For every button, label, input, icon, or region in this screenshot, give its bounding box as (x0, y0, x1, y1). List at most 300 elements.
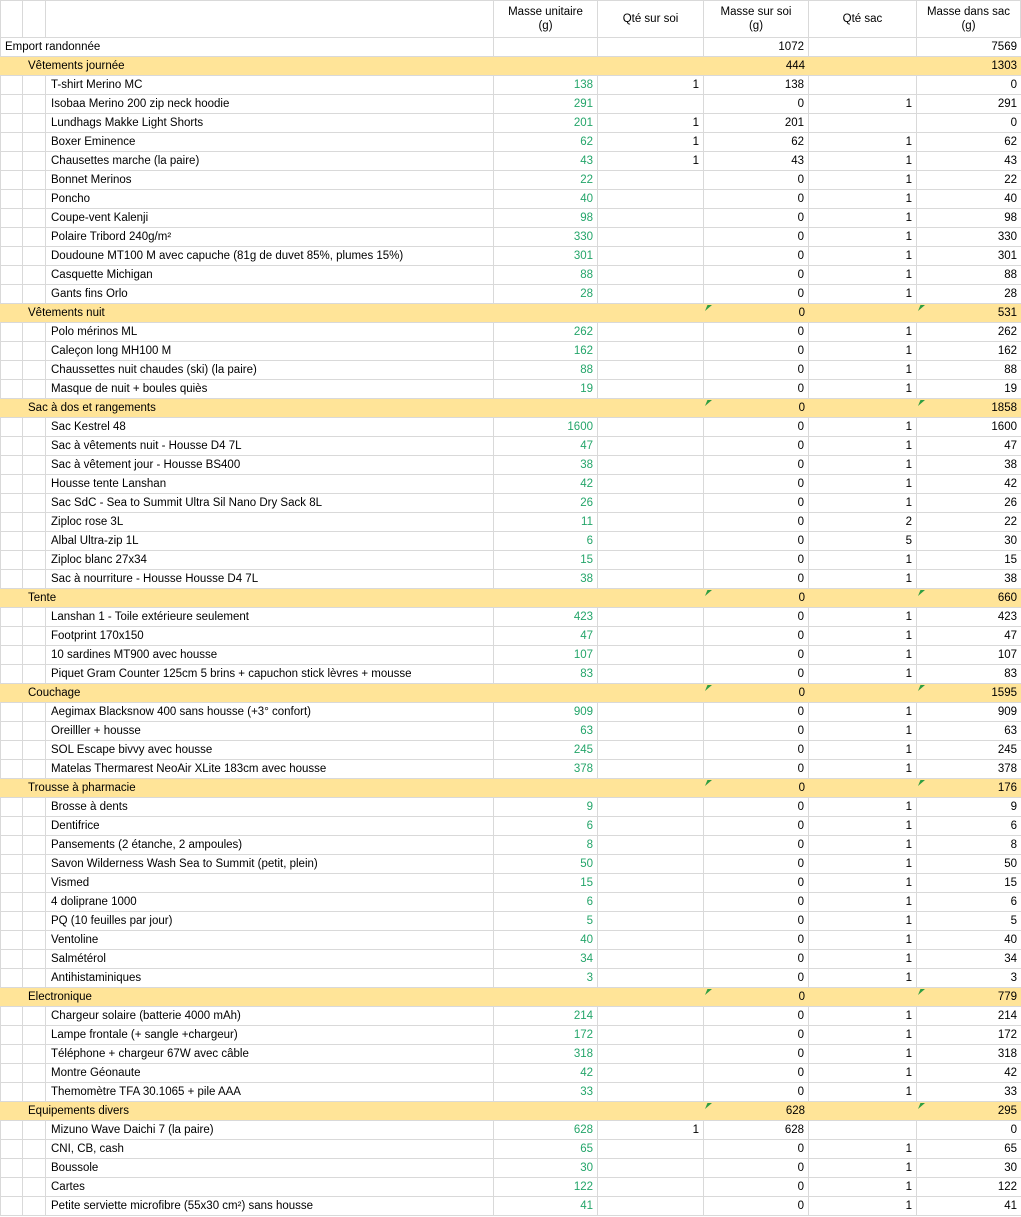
item-name-cell[interactable]: Bonnet Merinos (46, 171, 494, 189)
qte-sac-cell[interactable]: 1 (809, 969, 917, 987)
masse-dans-sac-cell[interactable]: 15 (1004, 877, 1017, 889)
qte-sur-soi-cell[interactable] (598, 171, 704, 189)
qte-sac-cell[interactable]: 1 (809, 152, 917, 170)
masse-sur-soi-cell[interactable]: 0 (704, 494, 809, 512)
item-name-cell[interactable]: Antihistaminiques (46, 969, 494, 987)
cell-indent-a[interactable] (0, 494, 23, 512)
qte-sur-soi-cell[interactable] (598, 1007, 704, 1025)
column-header-name[interactable] (46, 1, 494, 37)
masse-dans-sac-cell[interactable]: 41 (1004, 1200, 1017, 1212)
cell-indent-a[interactable] (0, 817, 23, 835)
masse-unitaire-cell[interactable]: 88 (494, 266, 598, 284)
cell-indent-a[interactable] (0, 152, 23, 170)
qte-sur-soi-cell[interactable] (598, 494, 704, 512)
masse-unitaire-cell[interactable] (494, 1102, 598, 1120)
masse-dans-sac-cell[interactable]: 1858 (917, 399, 1021, 417)
qte-sur-soi-cell[interactable] (598, 437, 704, 455)
item-name-cell[interactable]: Housse tente Lanshan (46, 475, 494, 493)
cell-indent-b[interactable] (23, 722, 46, 740)
cell-indent-b[interactable] (23, 380, 46, 398)
cell-indent-b[interactable] (23, 817, 46, 835)
category-name-cell[interactable]: Tente (28, 592, 57, 604)
item-name-cell[interactable]: Petite serviette microfibre (55x30 cm²) sans housse (46, 1197, 494, 1215)
qte-sur-soi-cell[interactable] (598, 570, 704, 588)
category-name-cell[interactable]: Vêtements journée (28, 60, 125, 72)
cell-indent-a[interactable] (0, 1121, 23, 1139)
cell-indent-a[interactable] (0, 608, 23, 626)
qte-sac-cell[interactable]: 1 (809, 247, 917, 265)
masse-sur-soi-cell[interactable]: 0 (704, 817, 809, 835)
item-name-cell[interactable]: Lundhags Makke Light Shorts (46, 114, 494, 132)
qte-sur-soi-cell[interactable] (598, 532, 704, 550)
item-name-cell[interactable]: Téléphone + chargeur 67W avec câble (46, 1045, 494, 1063)
masse-dans-sac-cell[interactable]: 40 (1004, 193, 1017, 205)
cell-indent-a[interactable] (0, 342, 23, 360)
masse-sur-soi-cell[interactable]: 0 (704, 551, 809, 569)
qte-sur-soi-cell[interactable] (598, 323, 704, 341)
masse-dans-sac-cell[interactable]: 98 (1004, 212, 1017, 224)
masse-unitaire-cell[interactable]: 122 (494, 1178, 598, 1196)
qte-sur-soi-cell[interactable] (598, 646, 704, 664)
qte-sac-cell[interactable]: 1 (809, 627, 917, 645)
qte-sac-cell[interactable]: 1 (809, 228, 917, 246)
item-name-cell[interactable]: Pansements (2 étanche, 2 ampoules) (46, 836, 494, 854)
qte-sac-cell[interactable]: 1 (809, 475, 917, 493)
qte-sac-cell[interactable]: 1 (809, 1140, 917, 1158)
qte-sur-soi-cell[interactable]: 1 (598, 133, 704, 151)
masse-dans-sac-cell[interactable]: 33 (1004, 1086, 1017, 1098)
masse-sur-soi-cell[interactable]: 0 (704, 190, 809, 208)
qte-sac-cell[interactable]: 1 (809, 285, 917, 303)
qte-sur-soi-cell[interactable] (598, 950, 704, 968)
masse-dans-sac-cell[interactable]: 1600 (991, 421, 1017, 433)
masse-unitaire-cell[interactable]: 301 (494, 247, 598, 265)
masse-unitaire-cell[interactable]: 41 (494, 1197, 598, 1215)
masse-dans-sac-cell[interactable]: 214 (997, 1010, 1017, 1022)
qte-sac-cell[interactable]: 1 (809, 323, 917, 341)
masse-sur-soi-cell[interactable]: 0 (704, 570, 809, 588)
masse-unitaire-cell[interactable]: 50 (494, 855, 598, 873)
cell-indent-b[interactable] (23, 114, 46, 132)
cell-indent-b[interactable] (23, 1064, 46, 1082)
item-name-cell[interactable]: Polaire Tribord 240g/m² (46, 228, 494, 246)
cell-indent-b[interactable] (23, 969, 46, 987)
masse-sur-soi-cell[interactable]: 0 (704, 513, 809, 531)
masse-dans-sac-cell[interactable]: 1595 (917, 684, 1021, 702)
qte-sac-cell[interactable]: 1 (809, 456, 917, 474)
category-name-cell[interactable]: Couchage (28, 687, 81, 699)
cell-indent-b[interactable] (23, 95, 46, 113)
item-name-cell[interactable]: SOL Escape bivvy avec housse (46, 741, 494, 759)
cell-indent-b[interactable] (23, 931, 46, 949)
qte-sac-cell[interactable]: 1 (809, 1159, 917, 1177)
cell-indent-b[interactable] (23, 285, 46, 303)
qte-sac-cell[interactable]: 1 (809, 665, 917, 683)
masse-sur-soi-cell[interactable]: 0 (704, 380, 809, 398)
qte-sur-soi-cell[interactable] (598, 304, 704, 322)
masse-sur-soi-cell[interactable]: 0 (704, 1197, 809, 1215)
masse-sur-soi-cell[interactable]: 0 (704, 1045, 809, 1063)
qte-sac-cell[interactable] (809, 304, 917, 322)
qte-sur-soi-cell[interactable] (598, 513, 704, 531)
cell-indent-a[interactable] (0, 209, 23, 227)
masse-unitaire-cell[interactable]: 245 (494, 741, 598, 759)
masse-unitaire-cell[interactable]: 88 (494, 361, 598, 379)
cell-indent-b[interactable] (23, 418, 46, 436)
qte-sur-soi-cell[interactable] (598, 589, 704, 607)
masse-dans-sac-cell[interactable]: 8 (1010, 839, 1017, 851)
masse-unitaire-cell[interactable]: 22 (494, 171, 598, 189)
qte-sac-cell[interactable]: 1 (809, 608, 917, 626)
masse-sur-soi-cell[interactable]: 0 (704, 228, 809, 246)
masse-dans-sac-cell[interactable]: 30 (1004, 1162, 1017, 1174)
masse-sur-soi-cell[interactable]: 0 (704, 304, 809, 322)
qte-sur-soi-cell[interactable] (598, 741, 704, 759)
masse-unitaire-cell[interactable]: 38 (494, 570, 598, 588)
qte-sur-soi-cell[interactable] (598, 1083, 704, 1101)
item-name-cell[interactable]: 4 doliprane 1000 (46, 893, 494, 911)
cell-indent-b[interactable] (23, 342, 46, 360)
qte-sur-soi-cell[interactable] (598, 1045, 704, 1063)
masse-sur-soi-cell[interactable]: 0 (704, 1159, 809, 1177)
item-name-cell[interactable]: Brosse à dents (46, 798, 494, 816)
masse-unitaire-cell[interactable]: 40 (494, 190, 598, 208)
item-name-cell[interactable]: Isobaa Merino 200 zip neck hoodie (46, 95, 494, 113)
masse-sur-soi-cell[interactable]: 0 (704, 1064, 809, 1082)
cell-indent-b[interactable] (23, 741, 46, 759)
masse-dans-sac-cell[interactable]: 378 (997, 763, 1017, 775)
cell-indent-a[interactable] (0, 741, 23, 759)
masse-sur-soi-cell[interactable]: 0 (704, 589, 809, 607)
column-header-masse-unitaire[interactable] (494, 1, 598, 37)
cell-indent-b[interactable] (23, 171, 46, 189)
qte-sur-soi-cell[interactable] (598, 95, 704, 113)
qte-sur-soi-cell[interactable] (598, 1159, 704, 1177)
masse-sur-soi-cell[interactable]: 0 (704, 931, 809, 949)
cell-indent-a[interactable] (0, 893, 23, 911)
item-name-cell[interactable]: Sac à nourriture - Housse Housse D4 7L (46, 570, 494, 588)
item-name-cell[interactable]: Sac à vêtement jour - Housse BS400 (46, 456, 494, 474)
item-name-cell[interactable]: Matelas Thermarest NeoAir XLite 183cm avec housse (46, 760, 494, 778)
qte-sac-cell[interactable] (809, 38, 917, 56)
masse-unitaire-cell[interactable]: 291 (494, 95, 598, 113)
cell-indent-a[interactable] (0, 437, 23, 455)
cell-indent-a[interactable] (0, 855, 23, 873)
masse-unitaire-cell[interactable]: 214 (494, 1007, 598, 1025)
masse-unitaire-cell[interactable] (494, 684, 598, 702)
masse-unitaire-cell[interactable]: 47 (494, 627, 598, 645)
cell-indent-b[interactable] (23, 1045, 46, 1063)
cell-indent-b[interactable] (23, 1197, 46, 1215)
qte-sac-cell[interactable]: 1 (809, 1083, 917, 1101)
item-name-cell[interactable]: Chausettes marche (la paire) (46, 152, 494, 170)
masse-sur-soi-cell[interactable]: 0 (704, 912, 809, 930)
masse-dans-sac-cell[interactable]: 301 (997, 250, 1017, 262)
masse-sur-soi-cell[interactable]: 0 (704, 950, 809, 968)
masse-sur-soi-cell[interactable]: 0 (704, 760, 809, 778)
masse-unitaire-cell[interactable]: 83 (494, 665, 598, 683)
masse-sur-soi-cell[interactable]: 201 (704, 114, 809, 132)
masse-sur-soi-cell[interactable]: 0 (704, 418, 809, 436)
item-name-cell[interactable]: Lanshan 1 - Toile extérieure seulement (46, 608, 494, 626)
qte-sur-soi-cell[interactable] (598, 627, 704, 645)
masse-sur-soi-cell[interactable]: 628 (704, 1121, 809, 1139)
cell-indent-a[interactable] (0, 1045, 23, 1063)
masse-unitaire-cell[interactable]: 8 (494, 836, 598, 854)
qte-sur-soi-cell[interactable]: 1 (598, 152, 704, 170)
masse-sur-soi-cell[interactable]: 0 (704, 209, 809, 227)
qte-sur-soi-cell[interactable] (598, 266, 704, 284)
masse-dans-sac-cell[interactable]: 3 (1010, 972, 1017, 984)
masse-dans-sac-cell[interactable]: 22 (1004, 516, 1017, 528)
item-name-cell[interactable]: Cartes (46, 1178, 494, 1196)
qte-sur-soi-cell[interactable] (598, 703, 704, 721)
masse-dans-sac-cell[interactable]: 122 (997, 1181, 1017, 1193)
cell-indent-a[interactable] (0, 1159, 23, 1177)
item-name-cell[interactable]: Boxer Eminence (46, 133, 494, 151)
masse-dans-sac-cell[interactable]: 262 (997, 326, 1017, 338)
masse-dans-sac-cell[interactable]: 42 (1004, 478, 1017, 490)
qte-sac-cell[interactable]: 1 (809, 893, 917, 911)
masse-dans-sac-cell[interactable]: 19 (1004, 383, 1017, 395)
masse-unitaire-cell[interactable]: 262 (494, 323, 598, 341)
cell-indent-a[interactable] (0, 361, 23, 379)
cell-indent-a[interactable] (0, 627, 23, 645)
qte-sur-soi-cell[interactable] (598, 1178, 704, 1196)
masse-dans-sac-cell[interactable]: 47 (1004, 440, 1017, 452)
qte-sur-soi-cell[interactable] (598, 798, 704, 816)
masse-dans-sac-cell[interactable]: 9 (1010, 801, 1017, 813)
qte-sac-cell[interactable]: 1 (809, 741, 917, 759)
qte-sur-soi-cell[interactable] (598, 893, 704, 911)
cell-indent-b[interactable] (23, 950, 46, 968)
qte-sac-cell[interactable] (809, 57, 917, 75)
masse-sur-soi-cell[interactable]: 138 (704, 76, 809, 94)
item-name-cell[interactable]: Sac Kestrel 48 (46, 418, 494, 436)
qte-sur-soi-cell[interactable] (598, 608, 704, 626)
masse-sur-soi-cell[interactable]: 0 (704, 1140, 809, 1158)
cell-indent-a[interactable] (0, 551, 23, 569)
masse-sur-soi-cell[interactable]: 0 (704, 988, 809, 1006)
qte-sac-cell[interactable] (809, 1102, 917, 1120)
masse-dans-sac-cell[interactable]: 291 (997, 98, 1017, 110)
cell-indent-b[interactable] (23, 1178, 46, 1196)
item-name-cell[interactable]: Dentifrice (46, 817, 494, 835)
masse-sur-soi-cell[interactable]: 0 (704, 798, 809, 816)
item-name-cell[interactable]: Vismed (46, 874, 494, 892)
masse-unitaire-cell[interactable]: 3 (494, 969, 598, 987)
masse-dans-sac-cell[interactable]: 50 (1004, 858, 1017, 870)
cell-indent-b[interactable] (23, 760, 46, 778)
masse-sur-soi-cell[interactable]: 0 (704, 1007, 809, 1025)
qte-sac-cell[interactable]: 1 (809, 380, 917, 398)
cell-indent-a[interactable] (0, 380, 23, 398)
masse-dans-sac-cell[interactable]: 295 (917, 1102, 1021, 1120)
cell-indent-a[interactable] (0, 247, 23, 265)
cell-indent-b[interactable] (23, 456, 46, 474)
qte-sac-cell[interactable]: 1 (809, 1064, 917, 1082)
qte-sac-cell[interactable]: 1 (809, 570, 917, 588)
cell-indent-b[interactable] (23, 266, 46, 284)
masse-sur-soi-cell[interactable]: 1072 (704, 38, 809, 56)
masse-unitaire-cell[interactable]: 9 (494, 798, 598, 816)
masse-dans-sac-cell[interactable]: 88 (1004, 269, 1017, 281)
qte-sac-cell[interactable]: 1 (809, 551, 917, 569)
item-name-cell[interactable]: Ziploc rose 3L (46, 513, 494, 531)
qte-sac-cell[interactable]: 1 (809, 494, 917, 512)
masse-dans-sac-cell[interactable]: 40 (1004, 934, 1017, 946)
masse-sur-soi-cell[interactable]: 0 (704, 95, 809, 113)
masse-sur-soi-cell[interactable]: 0 (704, 342, 809, 360)
item-name-cell[interactable]: Ventoline (46, 931, 494, 949)
qte-sac-cell[interactable]: 5 (809, 532, 917, 550)
cell-indent-b[interactable] (23, 190, 46, 208)
cell-indent-b[interactable] (23, 570, 46, 588)
qte-sac-cell[interactable]: 1 (809, 1178, 917, 1196)
masse-dans-sac-cell[interactable]: 34 (1004, 953, 1017, 965)
masse-dans-sac-cell[interactable]: 779 (917, 988, 1021, 1006)
masse-unitaire-cell[interactable]: 11 (494, 513, 598, 531)
masse-dans-sac-cell[interactable]: 83 (1004, 668, 1017, 680)
qte-sac-cell[interactable]: 1 (809, 342, 917, 360)
qte-sur-soi-cell[interactable] (598, 342, 704, 360)
qte-sac-cell[interactable]: 1 (809, 1007, 917, 1025)
masse-sur-soi-cell[interactable]: 0 (704, 855, 809, 873)
masse-unitaire-cell[interactable]: 28 (494, 285, 598, 303)
masse-unitaire-cell[interactable]: 30 (494, 1159, 598, 1177)
masse-unitaire-cell[interactable]: 26 (494, 494, 598, 512)
masse-unitaire-cell[interactable]: 6 (494, 817, 598, 835)
qte-sac-cell[interactable] (809, 1121, 917, 1139)
cell-indent-a[interactable] (0, 1083, 23, 1101)
qte-sac-cell[interactable]: 1 (809, 855, 917, 873)
cell-indent-a[interactable] (0, 703, 23, 721)
masse-dans-sac-cell[interactable]: 0 (1010, 1124, 1017, 1136)
qte-sac-cell[interactable]: 1 (809, 190, 917, 208)
cell-indent-b[interactable] (23, 76, 46, 94)
masse-unitaire-cell[interactable] (494, 988, 598, 1006)
qte-sur-soi-cell[interactable] (598, 931, 704, 949)
masse-dans-sac-cell[interactable]: 0 (1010, 117, 1017, 129)
masse-unitaire-cell[interactable]: 65 (494, 1140, 598, 1158)
masse-dans-sac-cell[interactable]: 7569 (991, 41, 1017, 53)
cell-indent-a[interactable] (0, 1026, 23, 1044)
column-header-qte-sac[interactable] (809, 1, 917, 37)
masse-unitaire-cell[interactable]: 162 (494, 342, 598, 360)
item-name-cell[interactable]: Montre Géonaute (46, 1064, 494, 1082)
masse-sur-soi-cell[interactable]: 0 (704, 475, 809, 493)
cell-indent-b[interactable] (23, 133, 46, 151)
qte-sac-cell[interactable]: 1 (809, 1026, 917, 1044)
masse-sur-soi-cell[interactable]: 0 (704, 361, 809, 379)
item-name-cell[interactable]: Lampe frontale (+ sangle +chargeur) (46, 1026, 494, 1044)
column-header-masse-sur-soi[interactable] (704, 1, 809, 37)
cell-indent-b[interactable] (23, 475, 46, 493)
masse-dans-sac-cell[interactable]: 38 (1004, 573, 1017, 585)
cell-indent-a[interactable] (0, 285, 23, 303)
total-name-cell[interactable]: Emport randonnée (0, 38, 494, 56)
item-name-cell[interactable]: Masque de nuit + boules quiès (46, 380, 494, 398)
masse-dans-sac-cell[interactable]: 88 (1004, 364, 1017, 376)
qte-sur-soi-cell[interactable] (598, 285, 704, 303)
qte-sac-cell[interactable] (809, 684, 917, 702)
qte-sac-cell[interactable]: 1 (809, 646, 917, 664)
cell-indent-b[interactable] (23, 228, 46, 246)
masse-sur-soi-cell[interactable]: 628 (704, 1102, 809, 1120)
masse-sur-soi-cell[interactable]: 0 (704, 1083, 809, 1101)
masse-dans-sac-cell[interactable]: 660 (917, 589, 1021, 607)
category-name-cell[interactable]: Sac à dos et rangements (28, 402, 156, 414)
qte-sur-soi-cell[interactable] (598, 38, 704, 56)
cell-indent-b[interactable] (23, 323, 46, 341)
masse-sur-soi-cell[interactable]: 0 (704, 285, 809, 303)
cell-indent-a[interactable] (0, 1064, 23, 1082)
masse-unitaire-cell[interactable]: 38 (494, 456, 598, 474)
masse-dans-sac-cell[interactable]: 531 (917, 304, 1021, 322)
masse-dans-sac-cell[interactable]: 63 (1004, 725, 1017, 737)
qte-sur-soi-cell[interactable] (598, 380, 704, 398)
masse-sur-soi-cell[interactable]: 0 (704, 969, 809, 987)
qte-sur-soi-cell[interactable]: 1 (598, 1121, 704, 1139)
masse-sur-soi-cell[interactable]: 0 (704, 266, 809, 284)
masse-unitaire-cell[interactable]: 1600 (494, 418, 598, 436)
item-name-cell[interactable]: Chaussettes nuit chaudes (ski) (la paire) (46, 361, 494, 379)
cell-indent-a[interactable] (0, 665, 23, 683)
item-name-cell[interactable]: 10 sardines MT900 avec housse (46, 646, 494, 664)
qte-sur-soi-cell[interactable] (598, 722, 704, 740)
masse-sur-soi-cell[interactable]: 444 (785, 60, 805, 72)
cell-indent-b[interactable] (23, 437, 46, 455)
category-name-cell[interactable]: Trousse à pharmacie (28, 782, 136, 794)
qte-sac-cell[interactable]: 1 (809, 171, 917, 189)
item-name-cell[interactable]: Themomètre TFA 30.1065 + pile AAA (46, 1083, 494, 1101)
cell-indent-b[interactable] (23, 912, 46, 930)
qte-sac-cell[interactable]: 1 (809, 760, 917, 778)
masse-unitaire-cell[interactable]: 330 (494, 228, 598, 246)
cell-indent-b[interactable] (23, 1007, 46, 1025)
masse-unitaire-cell[interactable]: 62 (494, 133, 598, 151)
cell-indent-b[interactable] (23, 1140, 46, 1158)
masse-unitaire-cell[interactable]: 33 (494, 1083, 598, 1101)
cell-indent-b[interactable] (23, 1026, 46, 1044)
qte-sac-cell[interactable]: 1 (809, 874, 917, 892)
masse-sur-soi-cell[interactable]: 0 (704, 874, 809, 892)
qte-sur-soi-cell[interactable] (598, 760, 704, 778)
masse-unitaire-cell[interactable]: 6 (494, 893, 598, 911)
cell-indent-b[interactable] (23, 209, 46, 227)
masse-sur-soi-cell[interactable]: 0 (704, 171, 809, 189)
cell-indent-b[interactable] (23, 874, 46, 892)
masse-sur-soi-cell[interactable]: 0 (704, 247, 809, 265)
masse-dans-sac-cell[interactable]: 6 (1010, 896, 1017, 908)
qte-sac-cell[interactable]: 1 (809, 798, 917, 816)
masse-sur-soi-cell[interactable]: 0 (704, 399, 809, 417)
qte-sur-soi-cell[interactable] (598, 779, 704, 797)
qte-sac-cell[interactable]: 1 (809, 361, 917, 379)
cell-indent-a[interactable] (0, 1007, 23, 1025)
qte-sur-soi-cell[interactable] (598, 399, 704, 417)
qte-sac-cell[interactable]: 1 (809, 437, 917, 455)
masse-unitaire-cell[interactable]: 5 (494, 912, 598, 930)
qte-sur-soi-cell[interactable] (598, 855, 704, 873)
masse-dans-sac-cell[interactable]: 38 (1004, 459, 1017, 471)
qte-sur-soi-cell[interactable] (598, 836, 704, 854)
masse-sur-soi-cell[interactable]: 0 (704, 646, 809, 664)
qte-sac-cell[interactable]: 1 (809, 950, 917, 968)
masse-unitaire-cell[interactable] (494, 779, 598, 797)
cell-indent-a[interactable] (0, 171, 23, 189)
qte-sur-soi-cell[interactable] (598, 1026, 704, 1044)
